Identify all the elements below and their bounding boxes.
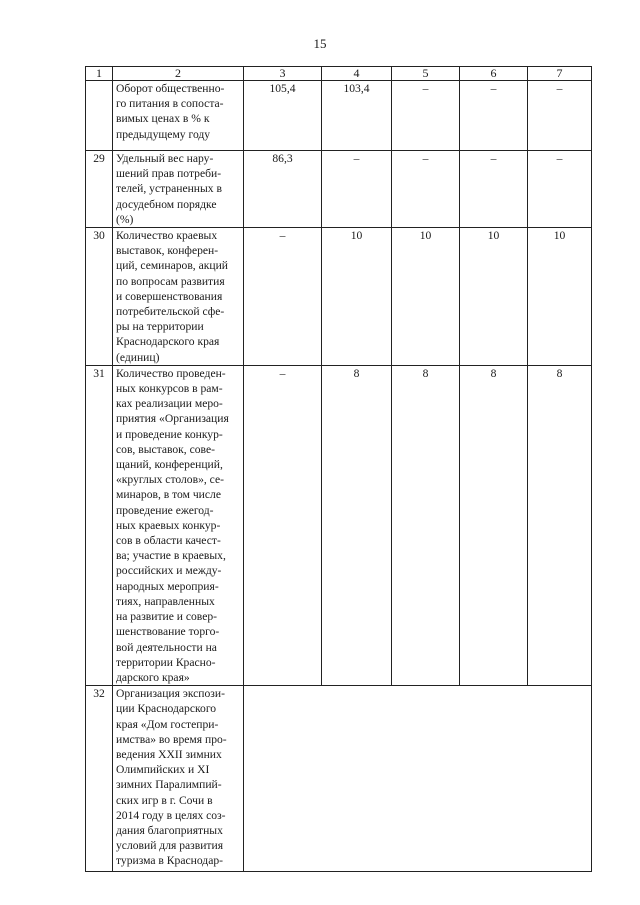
value-cell: – [528, 81, 592, 151]
value-cell: – [392, 151, 460, 228]
table-row [86, 228, 592, 366]
header-cell: 4 [322, 67, 392, 81]
table-row [86, 151, 592, 228]
table-row [86, 365, 592, 685]
value-cell: – [244, 228, 322, 366]
value-cell: 86,3 [244, 151, 322, 228]
value-cell: – [460, 151, 528, 228]
value-cell: 103,4 [322, 81, 392, 151]
merged-empty-cell [244, 686, 592, 872]
indicator-name: Количество краевых выставок, конферен- ций, семинаров, акций по вопросам развития и совершенствования потребительской сфе- ры на территории Краснодарского края (единиц) [113, 228, 244, 366]
value-cell: 105,4 [244, 81, 322, 151]
row-number: 30 [86, 228, 113, 366]
row-number [86, 81, 113, 151]
indicators-table [85, 66, 592, 872]
value-cell: 10 [460, 228, 528, 366]
value-cell: – [244, 365, 322, 685]
header-cell: 3 [244, 67, 322, 81]
value-cell: 10 [528, 228, 592, 366]
table-row [86, 686, 592, 872]
value-cell: 8 [528, 365, 592, 685]
header-cell: 6 [460, 67, 528, 81]
header-row [86, 67, 592, 81]
row-number: 32 [86, 686, 113, 872]
value-cell: – [322, 151, 392, 228]
indicator-name: Оборот общественно- го питания в сопоста- вимых ценах в % к предыдущему году [113, 81, 244, 151]
value-cell: – [528, 151, 592, 228]
row-number: 31 [86, 365, 113, 685]
header-cell: 5 [392, 67, 460, 81]
indicator-name: Организация экспози- ции Краснодарского края «Дом гостепри- имства» во время про- ведения XXII зимних Олимпийских и XI зимних Паралимпий- ских игр в г. Сочи в 2014 году в целях соз- дания благоприятных условий для развития туризма в Краснодар- [113, 686, 244, 872]
value-cell: 10 [392, 228, 460, 366]
value-cell: 8 [392, 365, 460, 685]
header-cell: 1 [86, 67, 113, 81]
header-cell: 7 [528, 67, 592, 81]
page-number: 15 [313, 36, 327, 51]
table-row [86, 81, 592, 151]
value-cell: – [460, 81, 528, 151]
value-cell: 8 [322, 365, 392, 685]
header-cell: 2 [113, 67, 244, 81]
value-cell: – [392, 81, 460, 151]
indicator-name: Удельный вес нару- шений прав потреби- телей, устраненных в досудебном порядке (%) [113, 151, 244, 228]
indicator-name: Количество проведен- ных конкурсов в рам- ках реализации меро- приятия «Организация и проведение конкур- сов, выставок, сове- щаний, конференций, «круглых столов», се- минаров, в том числе проведение ежегод- ных краевых конкур- сов в области качест- ва; участие в краевых, российских и между- народных мероприя- тиях, направленных на развитие и совер- шенствование торго- вой деятельности на территории Красно- дарского края» [113, 365, 244, 685]
row-number: 29 [86, 151, 113, 228]
value-cell: 10 [322, 228, 392, 366]
value-cell: 8 [460, 365, 528, 685]
